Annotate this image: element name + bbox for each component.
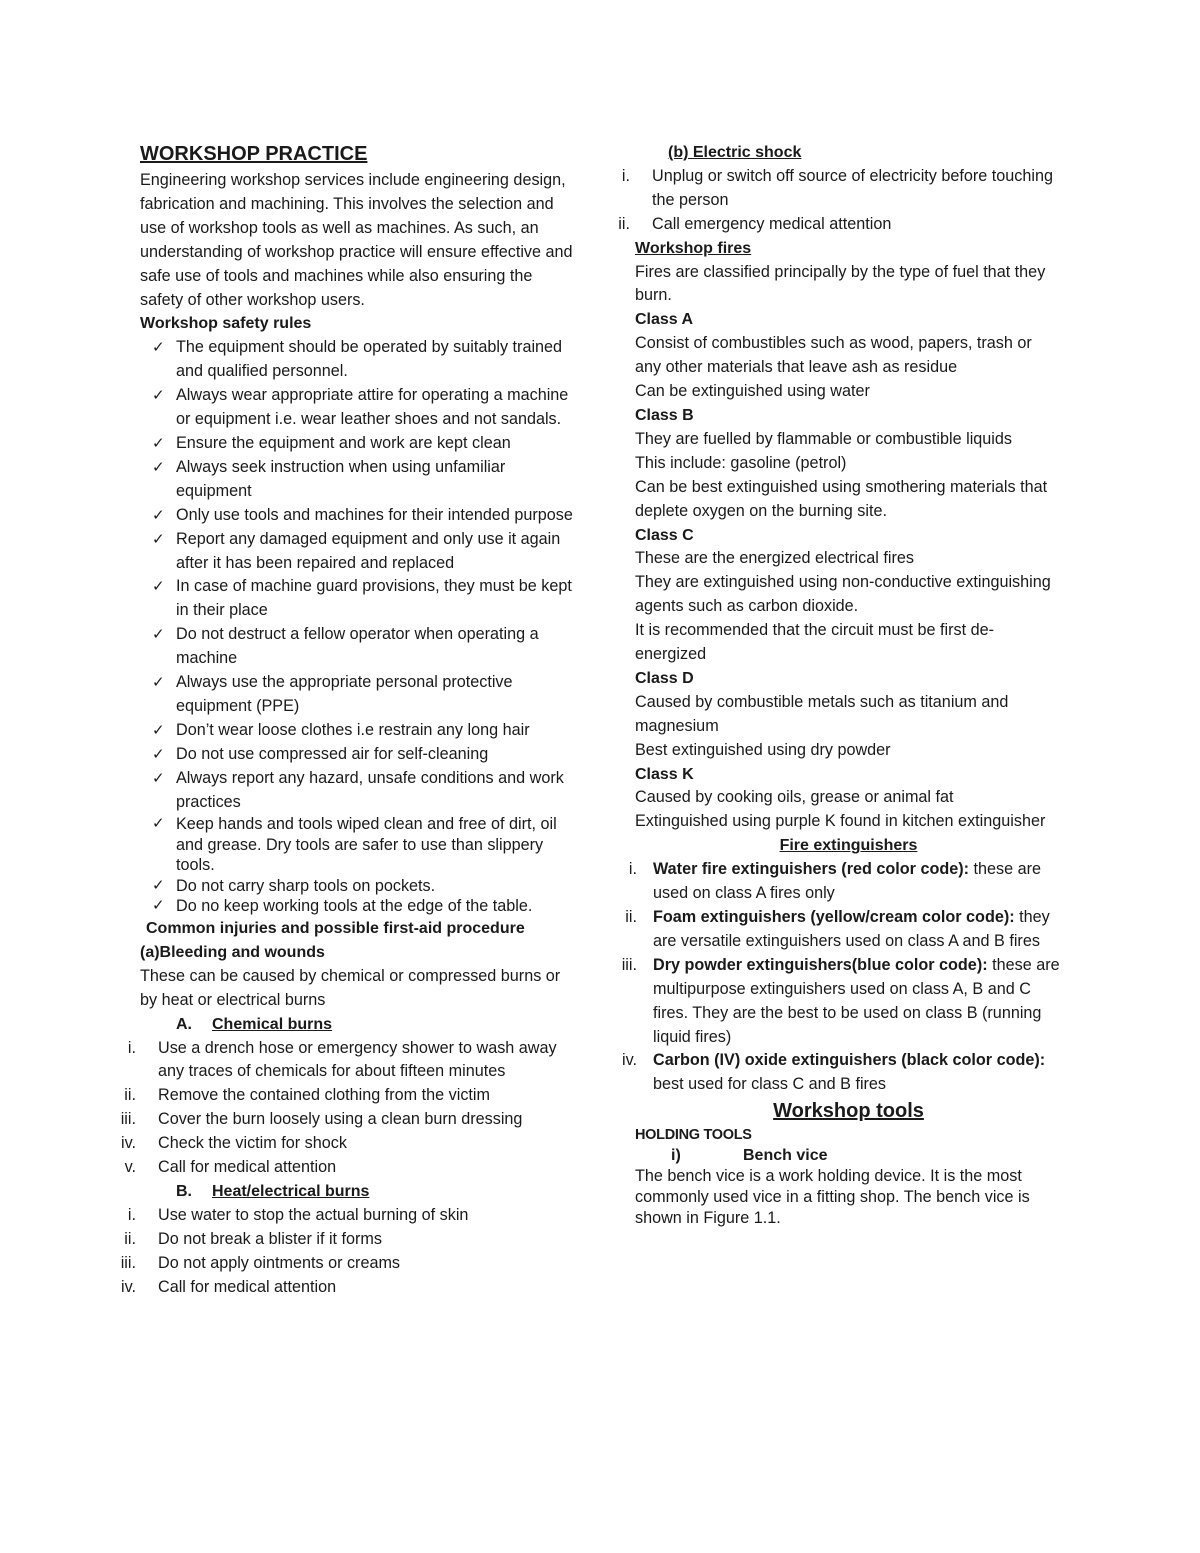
list-item: ✓ Do no keep working tools at the edge of the table. [152,897,533,916]
left-column [120,141,580,1299]
fire-class-a: Class A Consist of combustibles such as wood, papers, trash or any other materials that leave ash as residue Can be extinguished using water [635,308,1062,404]
electric-shock-heading: (b) Electric shock [668,144,802,161]
list-item: i. Use a drench hose or emergency shower to wash away any traces of chemicals for about fifteen minutes [127,1038,557,1081]
fire-class-c: Class C These are the energized electrical fires They are extinguished using non-conductive extinguishing agents such as carbon dioxide. It is recommended that the circuit must be first de-energized [635,524,1062,667]
heat-burns-heading: B. Heat/electrical burns [176,1182,370,1200]
list-item: ✓ Don’t wear loose clothes i.e restrain any long hair [140,719,580,743]
check-icon: ✓ [152,339,165,357]
list-item: ii. Do not break a blister if it forms [124,1229,383,1248]
list-item: iii. Dry powder extinguishers(blue color code): these are multipurpose extinguishers used on class A, B and C fires. They are the best to be used on class B (running liquid fires) [621,955,1060,1046]
bench-vice-heading: i) Bench vice [671,1147,828,1165]
fire-class-d: Class D Caused by combustible metals such as titanium and magnesium Best extinguished using dry powder [635,667,1062,763]
list-item: ✓ Keep hands and tools wiped clean and free of dirt, oil and grease. Dry tools are safer to use than slippery tools. [152,815,557,875]
list-item: ✓ Always seek instruction when using unfamiliar equipment [152,457,506,500]
check-icon: ✓ [152,745,165,763]
check-icon: ✓ [152,815,165,833]
class-heading: Class A [635,311,694,329]
list-item: i. Water fire extinguishers (red color code): these are used on class A fires only [628,860,1042,903]
list-item: ✓ Always use the appropriate personal protective equipment (PPE) [152,673,513,715]
intro-paragraph: Engineering workshop services include engineering design, fabrication and machining. This involves the selection and use of workshop tools as well as machines. As such, an understanding of workshop practice will ensure effective and safe use of tools and machines while also ensuring the safety of other workshop users. [140,171,573,309]
check-icon: ✓ [152,897,165,915]
fires-intro: Fires are classified principally by the type of fuel that they burn. [635,262,1046,305]
workshop-fires-heading: Workshop fires [635,239,752,257]
heat-burns-list [120,1204,580,1300]
class-heading: Class C [635,526,694,544]
check-icon: ✓ [152,387,165,405]
list-item: ✓ The equipment should be operated by suitably trained and qualified personnel. [152,338,563,381]
holding-tools-heading: HOLDING TOOLS [635,1127,752,1144]
electric-shock-list [618,165,1062,237]
list-item: ii. Foam extinguishers (yellow/cream color code): they are versatile extinguishers used on class A and B fires [625,908,1050,950]
list-item: v. Call for medical attention [124,1158,337,1177]
fire-class-k: Class K Caused by cooking oils, grease or animal fat Extinguished using purple K found in kitchen extinguisher [635,763,1062,835]
fire-class-b: Class B They are fuelled by flammable or combustible liquids This include: gasoline (petrol) Can be best extinguished using smothering materials that deplete oxygen on the burning site. [635,404,1062,524]
check-icon: ✓ [152,769,165,787]
check-icon: ✓ [152,876,165,894]
fires-section [617,237,1062,859]
list-item: ✓ Do not use compressed air for self-cleaning [140,743,580,767]
list-item: ✓ Ensure the equipment and work are kept clean [140,432,580,456]
chemical-burns-heading: A. Chemical burns [176,1015,333,1033]
list-item: iii. Cover the burn loosely using a clean burn dressing [120,1110,523,1129]
list-item: ✓ Always wear appropriate attire for operating a machine or equipment i.e. wear leather shoes and not sandals. [152,386,569,429]
bench-vice-paragraph: The bench vice is a work holding device. It is the most commonly used vice in a fitting shop. The bench vice is shown in Figure 1.1. [635,1167,1030,1227]
list-item: iv. Carbon (IV) oxide extinguishers (black color code): best used for class C and B fires [622,1051,1046,1094]
class-heading: Class B [635,406,694,424]
check-icon: ✓ [152,506,165,524]
list-item: i. Use water to stop the actual burning of skin [127,1205,469,1224]
check-icon: ✓ [152,626,165,644]
list-item: ✓ Report any damaged equipment and only use it again after it has been repaired and replaced [152,529,561,572]
list-item: ✓ Only use tools and machines for their intended purpose [140,504,580,528]
bleeding-paragraph: These can be caused by chemical or compressed burns or by heat or electrical burns [140,966,561,1009]
check-icon: ✓ [152,578,165,596]
extinguishers-list [617,858,1062,1097]
list-item: ii. Call emergency medical attention [618,214,892,233]
list-item: ✓ Always report any hazard, unsafe conditions and work practices [152,768,564,811]
list-item: ✓ In case of machine guard provisions, they must be kept in their place [152,577,572,620]
list-item: ✓ Do not carry sharp tools on pockets. [152,876,436,895]
bleeding-heading: (a)Bleeding and wounds [140,943,325,961]
check-icon: ✓ [152,434,165,452]
list-item: i. Unplug or switch off source of electricity before touching the person [621,166,1053,209]
right-column [617,141,1062,1229]
chemical-burns-list [120,1037,580,1180]
list-item: iv. Check the victim for shock [121,1134,347,1153]
document-title: WORKSHOP PRACTICE [140,143,368,165]
list-item: ii. Remove the contained clothing from the victim [124,1086,491,1105]
fire-extinguishers-heading: Fire extinguishers [779,837,918,855]
class-heading: Class D [635,669,694,687]
tools-section [617,1097,1062,1228]
check-icon: ✓ [152,458,165,476]
list-item: ✓ Do not destruct a fellow operator when operating a machine [152,625,539,668]
safety-rules-list [140,336,580,917]
check-icon: ✓ [152,530,165,548]
list-item: iv. Call for medical attention [121,1277,337,1296]
safety-rules-heading: Workshop safety rules [140,315,312,333]
class-heading: Class K [635,765,694,783]
check-icon: ✓ [152,721,165,739]
list-item: iii. Do not apply ointments or creams [120,1253,401,1272]
workshop-tools-heading: Workshop tools [773,1100,924,1123]
check-icon: ✓ [152,674,165,692]
injuries-heading: Common injuries and possible first-aid procedure [146,919,525,937]
